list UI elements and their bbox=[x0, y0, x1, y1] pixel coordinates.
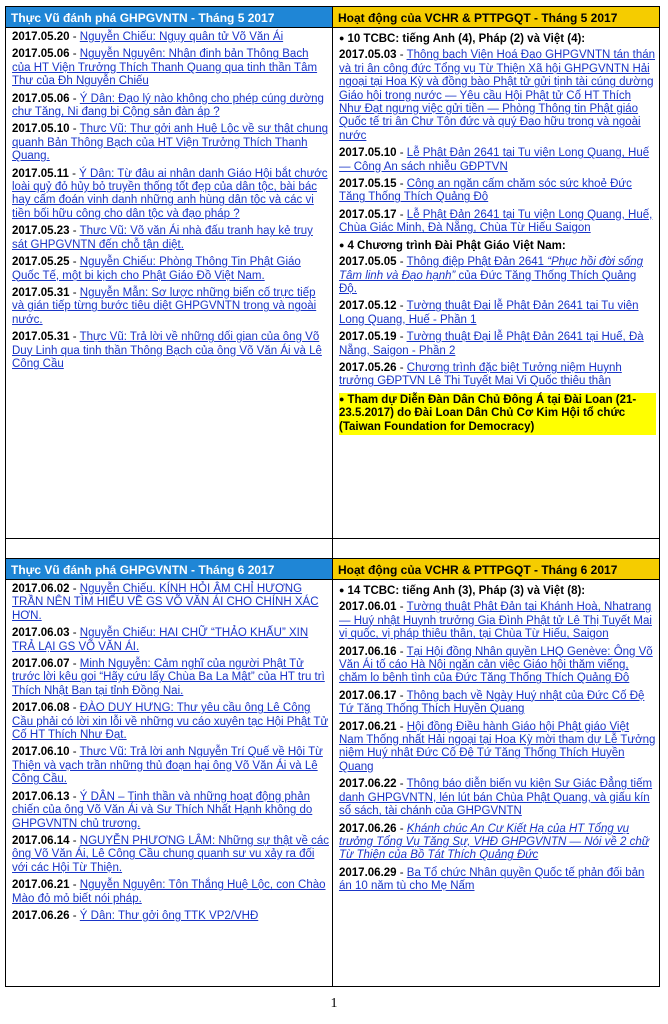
june-right-column bbox=[333, 580, 660, 987]
entry-date: 2017.05.25 bbox=[12, 256, 70, 269]
list-item bbox=[339, 778, 656, 818]
entry-date: 2017.06.08 bbox=[12, 702, 70, 715]
may-tcbc-heading: ● 10 TCBC: tiếng Anh (4), Pháp (2) và Việt (4): bbox=[339, 33, 656, 46]
entry-date: 2017.05.20 bbox=[12, 31, 70, 43]
entry-link[interactable]: Ý Dân: Thư gởi ông TTK VP2/VHĐ bbox=[79, 909, 259, 922]
entry-link[interactable]: Nguyễn Chiếu: HAI CHỮ “THẢO KHẤU” XIN TRẢ LẠI GS VÕ VĂN ÁI. bbox=[12, 627, 309, 653]
entry-separator: - bbox=[396, 178, 407, 191]
june-left-column bbox=[6, 580, 333, 987]
list-item bbox=[339, 646, 656, 686]
entry-link-italic[interactable]: “Phục hồi đời sống Tâm linh và Đạo hạnh” bbox=[339, 256, 644, 282]
gap-right bbox=[333, 539, 660, 558]
entry-link[interactable]: Thông báo diễn biến vụ kiện Sư Giác Đẳng tiếm danh GHPGVNTN, lén lút bán Chùa Phật Quang, và giấu kín sổ sách, tài chánh của GHPGVNTN bbox=[339, 778, 653, 818]
entry-date: 2017.06.16 bbox=[339, 645, 397, 658]
entry-separator: - bbox=[396, 822, 407, 835]
entry-separator: - bbox=[396, 601, 407, 614]
entry-link[interactable]: Thực Vũ: Võ văn Ái nhà đấu tranh hay kẻ truy sát GHPGVNTN đến chỗ tận diệt. bbox=[12, 225, 313, 251]
entry-link[interactable]: Tường thuật Đại lễ Phật Đản 2641 tại Huế, Đà Nẵng, Saigon - Phần 2 bbox=[339, 331, 644, 357]
list-item bbox=[339, 209, 656, 236]
entry-link[interactable]: Khánh chúc An Cư Kiết Hạ của HT Tổng vụ trưởng Tổng Vụ Tăng Sự, VHĐ GHPGVNTN — Nói về 2 chữ Từ Thiện của Bồ Tát Thích Quảng Đức bbox=[339, 822, 650, 862]
entry-separator: - bbox=[69, 31, 80, 43]
may-highlight-note: ● Tham dự Diễn Đàn Dân Chủ Đông Á tại Đài Loan (21-23.5.2017) do Đài Loan Dân Chủ Cơ Kim Hội tổ chức (Taiwan Foundation for Democracy) bbox=[339, 393, 656, 435]
list-item bbox=[12, 835, 329, 875]
list-item bbox=[339, 178, 656, 205]
entry-date: 2017.05.10 bbox=[12, 123, 70, 136]
list-item bbox=[12, 93, 329, 120]
entry-separator: - bbox=[396, 256, 407, 269]
list-item bbox=[339, 823, 656, 863]
entry-separator: - bbox=[69, 658, 80, 671]
entry-separator: - bbox=[396, 866, 407, 879]
entry-separator: - bbox=[396, 208, 407, 221]
entry-date: 2017.06.07 bbox=[12, 658, 70, 671]
entry-separator: - bbox=[396, 645, 407, 658]
entry-date: 2017.06.22 bbox=[339, 778, 397, 791]
june-left-header: Thực Vũ đánh phá GHPGVNTN - Tháng 6 2017 bbox=[6, 558, 333, 580]
entry-separator: - bbox=[69, 225, 80, 238]
entry-date: 2017.06.26 bbox=[12, 909, 70, 922]
entry-separator: - bbox=[69, 583, 80, 595]
entry-date: 2017.06.14 bbox=[12, 834, 70, 847]
entry-link[interactable]: Ba Tổ chức Nhân quyền Quốc tế phản đối bản án 10 năm tù cho Mẹ Nấm bbox=[339, 866, 645, 893]
entry-separator: - bbox=[69, 92, 80, 105]
list-item bbox=[12, 910, 329, 923]
entry-link[interactable]: Tường thuật Đại lễ Phật Đản 2641 tại Tu viện Long Quang, Huế - Phần 1 bbox=[339, 300, 639, 326]
list-item bbox=[12, 702, 329, 742]
entry-separator: - bbox=[396, 778, 407, 791]
entry-separator: - bbox=[69, 48, 80, 61]
table-gap bbox=[5, 539, 661, 558]
entry-date: 2017.05.19 bbox=[339, 331, 397, 344]
june-tcbc-heading: ● 14 TCBC: tiếng Anh (3), Pháp (3) và Việt (8): bbox=[339, 585, 656, 598]
entry-link[interactable]: Lễ Phật Đản 2641 tại Tu viện Long Quang, Huế — Công An sách nhiễu GĐPTVN bbox=[339, 147, 650, 173]
entry-separator: - bbox=[68, 167, 80, 180]
entry-date: 2017.05.31 bbox=[12, 286, 70, 299]
entry-date: 2017.05.06 bbox=[12, 92, 70, 105]
list-item bbox=[12, 168, 329, 222]
page-number: 1 bbox=[330, 996, 338, 1011]
entry-date: 2017.05.10 bbox=[339, 147, 397, 160]
entry-date: 2017.05.15 bbox=[339, 178, 397, 191]
entry-link[interactable]: Nguyễn Chiếu: Phòng Thông Tin Phật Giáo Quốc Tế, một bi kịch cho Phật Giáo Đồ Việt Nam. bbox=[12, 256, 301, 282]
entry-link[interactable]: Minh Nguyễn: Cảm nghĩ của người Phật Tử trước lời kêu gọi “Hãy cứu lấy Chùa Ba La Mật” của HT trụ trì Thích Nhật Ban tại tỉnh Đồng Nai. bbox=[12, 658, 325, 697]
entry-link[interactable]: Tường thuật Phật Đản tại Khánh Hoà, Nhatrang — Huý nhật Huynh trưởng Gia Đình Phật tử Lê Thị Tuyết Mai vị quốc, vị pháp thiêu thân, tại Chùa Từ Hiếu, Saigon bbox=[339, 601, 652, 641]
may-right-column bbox=[333, 28, 660, 539]
list-item bbox=[339, 300, 656, 327]
entry-date: 2017.06.01 bbox=[339, 601, 397, 614]
entry-date: 2017.06.29 bbox=[339, 866, 397, 879]
may-left-header: Thực Vũ đánh phá GHPGVNTN - Tháng 5 2017 bbox=[6, 6, 333, 28]
list-item bbox=[12, 31, 329, 44]
list-item bbox=[12, 331, 329, 371]
entry-separator: - bbox=[69, 702, 80, 715]
entry-separator: - bbox=[396, 720, 407, 733]
entry-separator: - bbox=[69, 627, 80, 640]
may-header-row bbox=[5, 6, 661, 28]
entry-link[interactable]: Thực Vũ: Thư gởi anh Huệ Lộc về sự thật chung quanh Bản Thông Bạch của HT Viện Trưởng Thích Thanh Quang. bbox=[12, 123, 328, 163]
list-item bbox=[12, 879, 329, 906]
entry-separator: - bbox=[69, 123, 80, 136]
entry-date: 2017.05.23 bbox=[12, 225, 70, 238]
entry-link[interactable]: NGUYỄN PHƯƠNG LÂM: Những sự thật về các ông Võ Văn Ái, Lê Công Cầu chung quanh sự vụ xảy ra đối với các Hội Từ Thiện. bbox=[12, 834, 329, 874]
entry-separator: - bbox=[69, 879, 80, 892]
entry-link[interactable]: Công an ngăn cấm chăm sóc sức khoẻ Đức Tăng Thống Thích Quảng Độ bbox=[339, 178, 632, 204]
may-right-header: Hoạt động của VCHR & PTTPGQT - Tháng 5 2017 bbox=[333, 6, 660, 28]
entry-date: 2017.06.02 bbox=[12, 583, 70, 595]
entry-link[interactable]: Lễ Phật Đản 2641 tại Tu viện Long Quang, Huế, Chùa Giác Minh, Đà Nẵng, Chùa Từ Hiếu Saigon bbox=[339, 208, 653, 235]
entry-date: 2017.05.31 bbox=[12, 331, 70, 344]
list-item bbox=[339, 256, 656, 296]
list-item bbox=[12, 48, 329, 88]
entry-date: 2017.06.21 bbox=[12, 879, 70, 892]
list-item bbox=[339, 721, 656, 775]
june-body-row bbox=[5, 580, 661, 987]
document-table bbox=[5, 6, 661, 987]
entry-link[interactable]: Tại Hội đồng Nhân quyền LHQ Genève: Ông Võ Văn Ái tố cáo Hà Nội ngăn cản việc Giáo hội thăm viếng, chăm lo bệnh tình của Đức Tăng Thống Thích Quảng Độ bbox=[339, 645, 653, 685]
entry-link[interactable]: Chương trình đặc biệt Tưởng niệm Huynh trưởng GĐPTVN Lê Thị Tuyết Mai Vị Quốc thiêu thân bbox=[339, 361, 622, 388]
entry-separator: - bbox=[396, 331, 407, 344]
entry-link[interactable]: Thông điệp Phật Đản 2641 bbox=[406, 256, 548, 269]
entry-link[interactable]: Ý Dân: Đạo lý nào không cho phép cúng dường chư Tăng, Ni đang bị Cộng sản đàn áp ? bbox=[12, 92, 324, 119]
entry-separator: - bbox=[69, 909, 80, 922]
list-item bbox=[339, 331, 656, 358]
entry-date: 2017.06.13 bbox=[12, 790, 70, 803]
entry-link[interactable]: Nguyễn Nguyên: Tôn Thắng Huệ Lộc, con Chào Mào đỏ mỏ biết nói pháp. bbox=[12, 879, 326, 905]
list-item bbox=[12, 746, 329, 786]
entry-link[interactable]: Thông bạch về Ngày Huý nhật của Đức Cố Đệ Tứ Tăng Thống Thích Huyền Quang bbox=[339, 689, 645, 716]
list-item bbox=[12, 123, 329, 163]
entry-separator: - bbox=[69, 790, 80, 803]
list-item bbox=[12, 287, 329, 327]
entry-link[interactable]: ĐÀO DUY HƯNG: Thư yêu cầu ông Lê Công Cầu phải có lời xin lỗi về những vu cáo xuyên tạc Hội Phật Tử Cố HT Thích Như Đạt. bbox=[12, 702, 329, 742]
list-item bbox=[339, 362, 656, 389]
entry-date: 2017.05.06 bbox=[12, 48, 70, 61]
entry-separator: - bbox=[69, 746, 80, 759]
entry-separator: - bbox=[69, 834, 80, 847]
entry-separator: - bbox=[396, 300, 407, 313]
entry-date: 2017.05.03 bbox=[339, 49, 397, 62]
may-radio-heading: ● 4 Chương trình Đài Phật Giáo Việt Nam: bbox=[339, 240, 656, 253]
entry-link-tail[interactable]: của Đức Tăng Thống Thích Quảng Độ. bbox=[339, 269, 637, 295]
entry-link[interactable]: Nguyễn Nguyên: Nhận định bản Thông Bạch của HT Viện Trưởng Thích Thanh Quang qua tinh thần Tâm Thư của Đh Nguyễn Chiếu bbox=[12, 48, 318, 88]
list-item bbox=[12, 225, 329, 252]
list-item bbox=[339, 690, 656, 717]
entry-separator: - bbox=[396, 147, 407, 160]
list-item bbox=[339, 147, 656, 174]
entry-link[interactable]: Ý DÂN – Tinh thần và những hoạt động phản chiến của ông Võ Văn Ái và Sư Thích Nhất Hạnh không do GHPGVNTN chủ trương. bbox=[12, 790, 313, 830]
entry-separator: - bbox=[396, 49, 407, 62]
entry-date: 2017.05.17 bbox=[339, 208, 397, 221]
entry-link[interactable]: Thực Vũ: Trả lời về những dối gian của ông Võ Duy Linh qua tinh thần Thông Bạch của ông Võ Văn Ái và Lê Công Cầu bbox=[12, 331, 322, 370]
entry-separator: - bbox=[69, 286, 80, 299]
entry-date: 2017.06.10 bbox=[12, 746, 70, 759]
entry-link[interactable]: Nguyễn Chiếu. KÍNH HỎI ÂM CHỈ HƯƠNG TRẦN NÊN TÌM HIỂU VỀ GS VÕ VĂN ÁI CHO CHÍNH XÁC HƠN. bbox=[12, 583, 319, 622]
entry-separator: - bbox=[69, 256, 80, 269]
entry-date: 2017.06.21 bbox=[339, 720, 397, 733]
entry-date: 2017.05.26 bbox=[339, 361, 397, 374]
entry-separator: - bbox=[69, 331, 80, 344]
entry-link[interactable]: Nguyễn Mẫn: Sơ lược những biến cố trực tiếp và gián tiếp từng bước tiêu diệt GHPGVNTN trong và ngoài nước. bbox=[12, 286, 317, 326]
entry-date: 2017.06.17 bbox=[339, 689, 397, 702]
list-item bbox=[12, 256, 329, 283]
entry-date: 2017.05.11 bbox=[12, 167, 69, 180]
list-item bbox=[339, 867, 656, 894]
june-header-row bbox=[5, 558, 661, 580]
may-body-row bbox=[5, 28, 661, 539]
entry-link[interactable]: Nguyễn Chiếu: Ngụy quân tử Võ Văn Ái bbox=[79, 31, 284, 43]
entry-date: 2017.06.03 bbox=[12, 627, 70, 640]
june-right-header: Hoạt động của VCHR & PTTPGQT - Tháng 6 2017 bbox=[333, 558, 660, 580]
entry-date: 2017.05.05 bbox=[339, 256, 397, 269]
list-item bbox=[12, 791, 329, 831]
list-item bbox=[339, 601, 656, 641]
entry-link[interactable]: Hội đồng Điều hành Giáo hội Phật giáo Việt Nam Thống nhất Hải ngoại tại Hoa Kỳ mời tham dự Lễ Tưởng niệm Huý nhật Đức Cố Đệ Tứ Tăng Thống Thích Huyền Quang bbox=[339, 720, 656, 773]
list-item bbox=[12, 627, 329, 654]
entry-link[interactable]: Thực Vũ: Trả lời anh Nguyễn Trí Quế về Hội Từ Thiện và vạch trần những thủ đoạn hại ông Võ Văn Ái và Lê Công Cầu. bbox=[12, 746, 323, 786]
entry-separator: - bbox=[396, 361, 407, 374]
entry-date: 2017.06.26 bbox=[339, 822, 397, 835]
entry-date: 2017.05.12 bbox=[339, 300, 397, 313]
may-left-column bbox=[6, 28, 333, 539]
entry-link[interactable]: Ý Dân: Từ đâu ai nhân danh Giáo Hội bắt chước loài quỷ đỏ hủy bỏ truyền thống tốt đẹp của dân tộc, bài bác hay cấm đoán vinh danh những anh hùng dân tộc và các vị tiền bối hữu công cho dân tộc và đạo pháp ? bbox=[12, 167, 328, 220]
list-item bbox=[12, 583, 329, 623]
list-item bbox=[12, 658, 329, 698]
entry-separator: - bbox=[396, 689, 407, 702]
list-item bbox=[339, 49, 656, 143]
gap-left bbox=[6, 539, 333, 558]
entry-link[interactable]: Thông bạch Viện Hoá Đạo GHPGVNTN tán thán và tri ân công đức Tổng vụ Từ Thiện Xã hội GHPGVNTN Hải ngoại tại Hoa Kỳ và đồng bào Phật tử gửi tịnh tài cúng dường Giáo hội trong nước — Yêu cầu Hội Phật tử Cố HT Thích Như Đạt ngưng việc gửi tiền — Phòng Thông tin Phật giáo Quốc tế tri ân Chư Tôn đức và quý Đạo hữu trong và ngoài nước bbox=[339, 49, 656, 142]
